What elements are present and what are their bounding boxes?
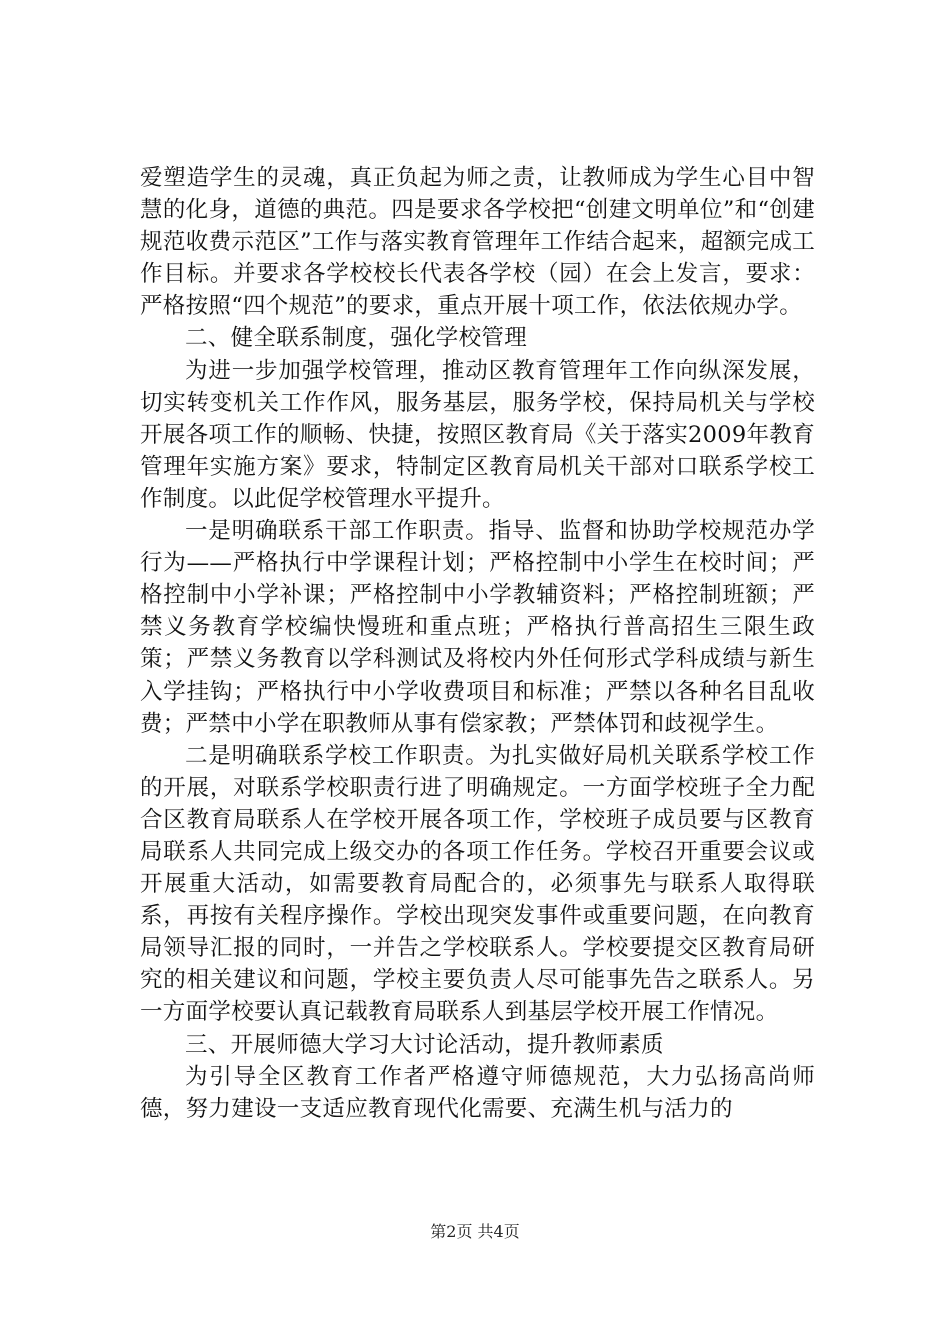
paragraph-liaison-intro: 为进一步加强学校管理，推动区教育管理年工作向纵深发展，切实转变机关工作作风，服务基层，服务学校，保持局机关与学校开展各项工作的顺畅、快捷，按照区教育局《关于落实2009年教育管理年实施方案》要求，特制定区教育局机关干部对口联系学校工作制度。以此促学校管理水平提升。: [140, 357, 815, 512]
section-heading-3: 三、开展师德大学习大讨论活动，提升教师素质: [185, 1031, 664, 1058]
paragraph-teacher-ethics: 为引导全区教育工作者严格遵守师德规范，大力弘扬高尚师德，努力建设一支适应教育现代化需要、充满生机与活力的: [140, 1063, 815, 1122]
paragraph-cadre-duties: 一是明确联系干部工作职责。指导、监督和协助学校规范办学行为——严格执行中学课程计划；严格控制中小学生在校时间；严格控制中小学补课；严格控制中小学教辅资料；严格控制班额；严禁义务教育学校编快慢班和重点班；严格执行普高招生三限生政策；严禁义务教育以学科测试及将校内外任何形式学科成绩与新生入学挂钩；严格执行中小学收费项目和标准；严禁以各种名目乱收费；严禁中小学在职教师从事有偿家教；严禁体罚和歧视学生。: [140, 518, 815, 737]
document-body: [140, 162, 815, 1125]
page-number-footer: 第2页 共4页: [430, 1222, 520, 1241]
paragraph-continued: 爱塑造学生的灵魂，真正负起为师之责，让教师成为学生心目中智慧的化身，道德的典范。四是要求各学校把“创建文明单位”和“创建规范收费示范区”工作与落实教育管理年工作结合起来，超额完成工作目标。并要求各学校校长代表各学校（园）在会上发言，要求：严格按照“四个规范”的要求，重点开展十项工作，依法依规办学。: [140, 165, 815, 320]
section-heading-2: 二、健全联系制度，强化学校管理: [185, 325, 528, 352]
paragraph-school-duties: 二是明确联系学校工作职责。为扎实做好局机关联系学校工作的开展，对联系学校职责行进了明确规定。一方面学校班子全力配合区教育局联系人在学校开展各项工作，学校班子成员要与区教育局联系人共同完成上级交办的各项工作任务。学校召开重要会议或开展重大活动，如需要教育局配合的，必须事先与联系人取得联系，再按有关程序操作。学校出现突发事件或重要问题，在向教育局领导汇报的同时，一并告之学校联系人。学校要提交区教育局研究的相关建议和问题，学校主要负责人尽可能事先告之联系人。另一方面学校要认真记载教育局联系人到基层学校开展工作情况。: [140, 742, 815, 1026]
